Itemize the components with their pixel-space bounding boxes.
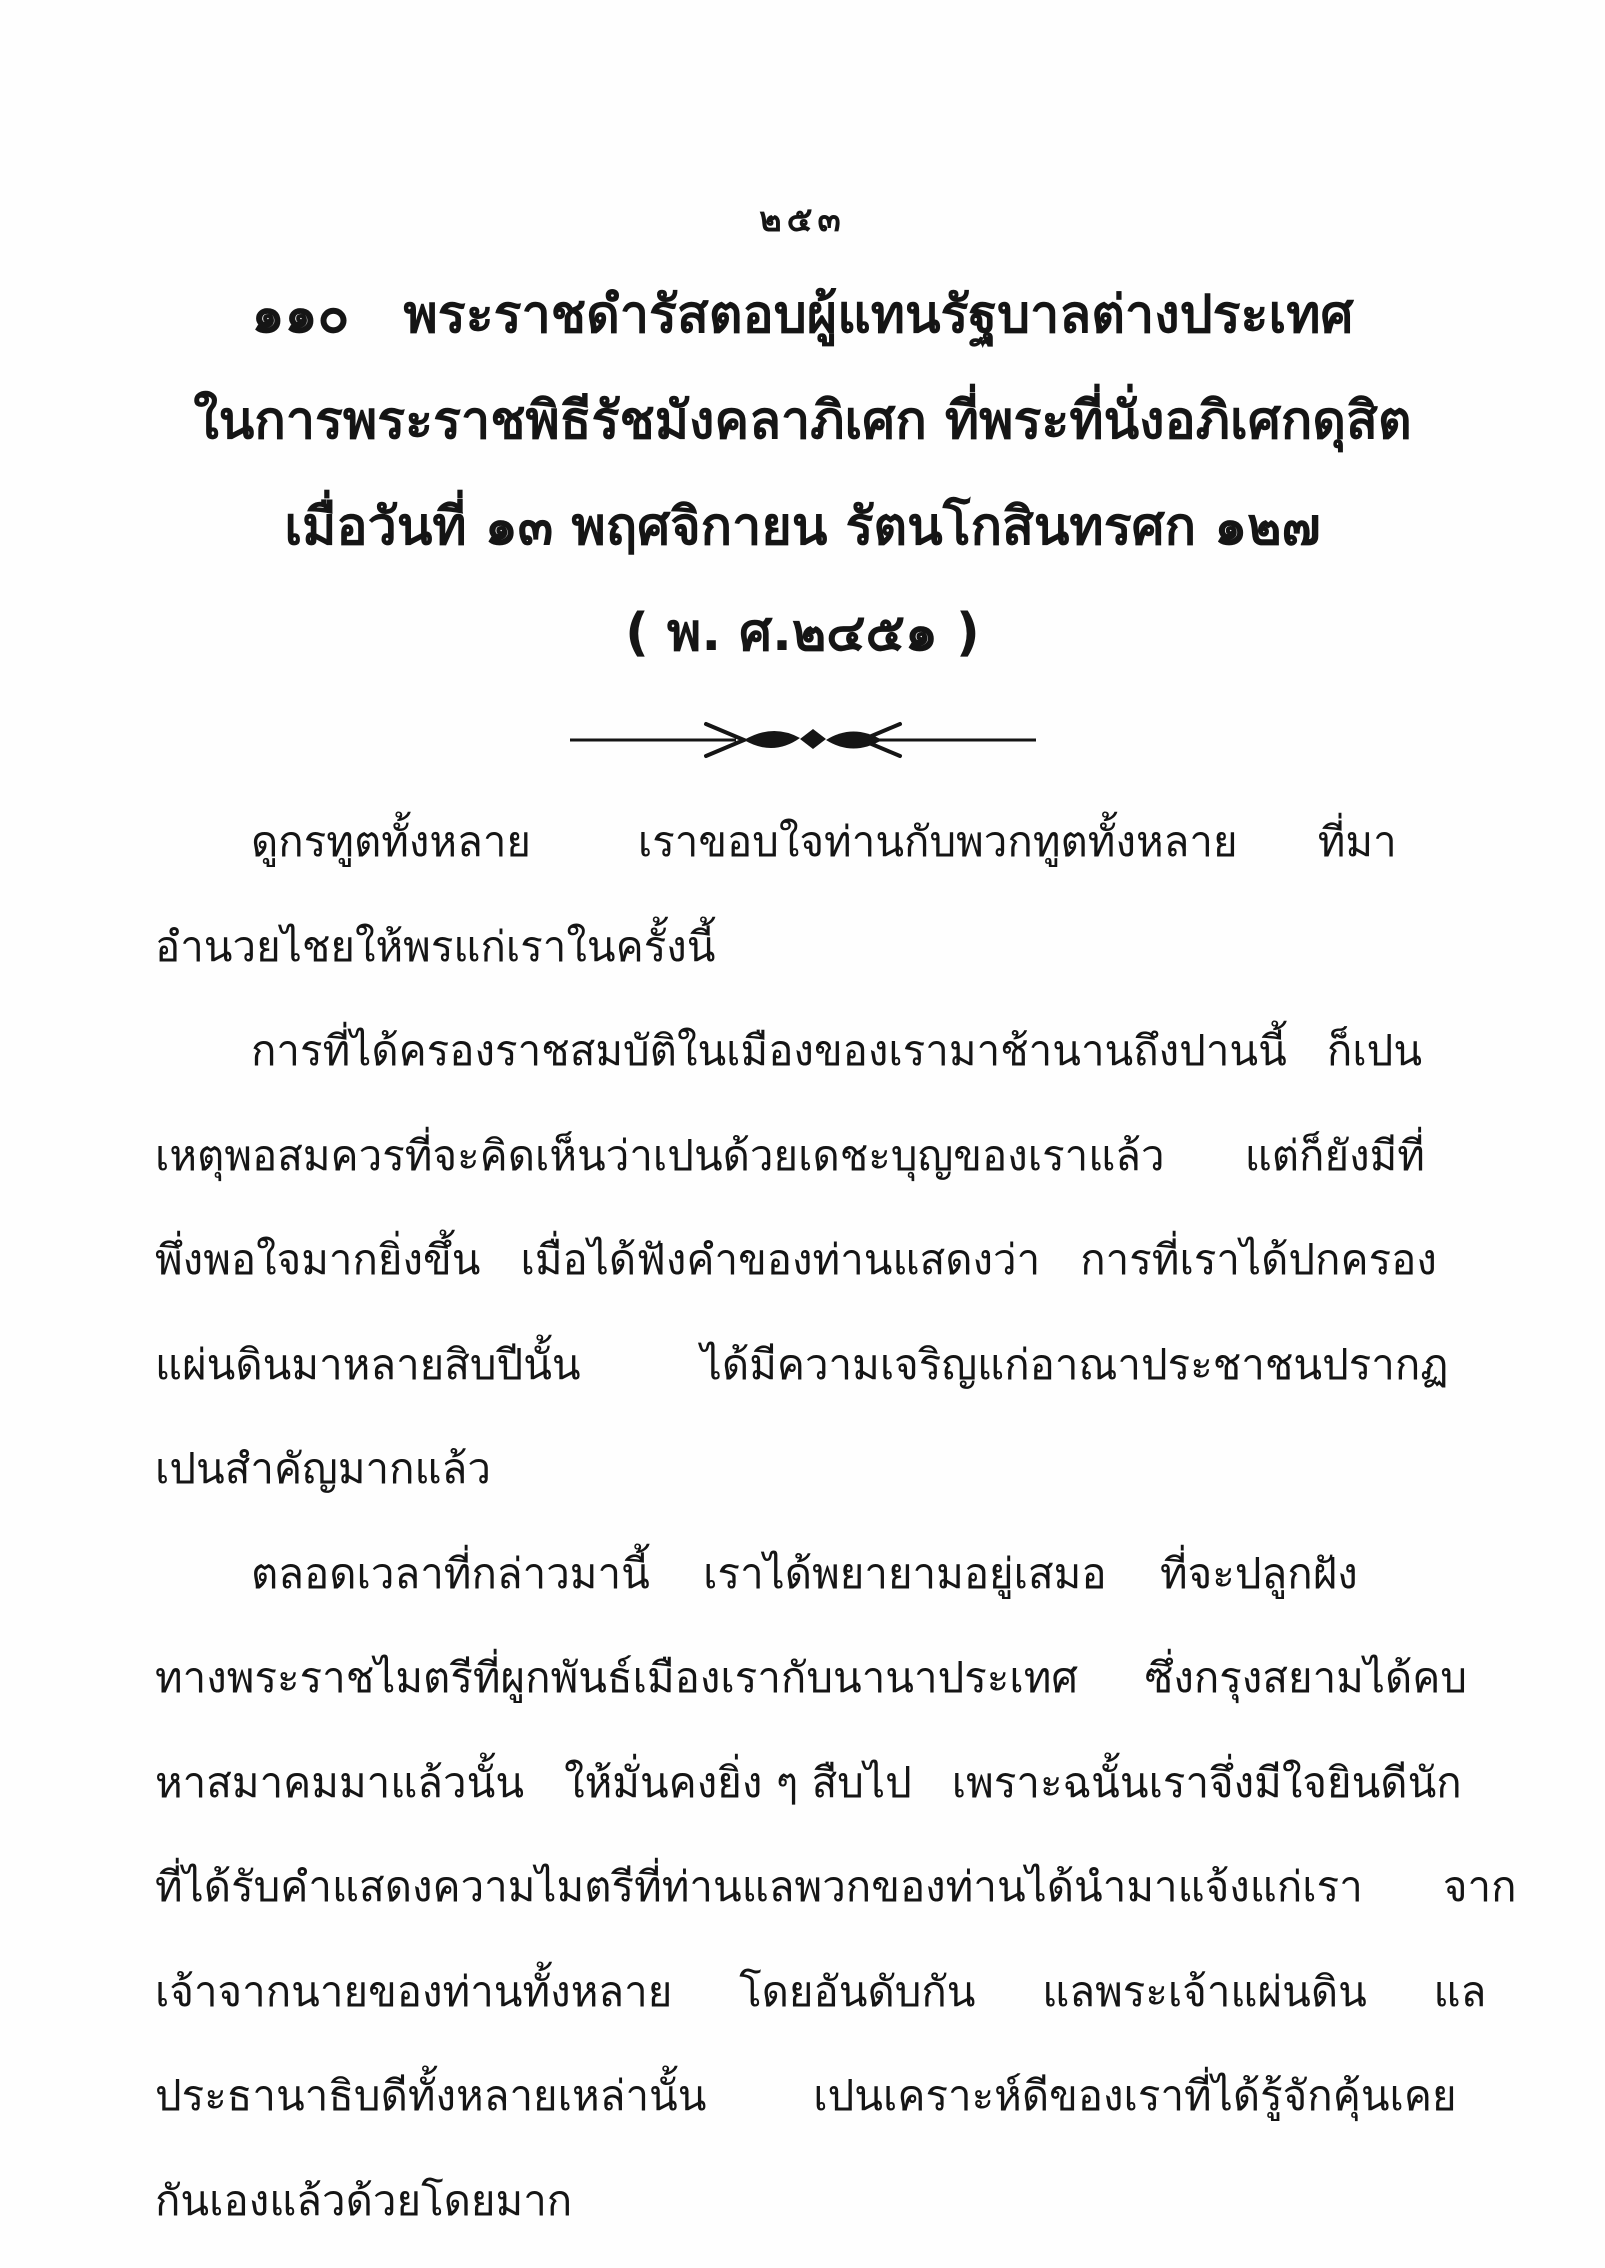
document-body: [155, 790, 1517, 2253]
title-line-2: ในการพระราชพิธีรัชมังคลาภิเศก ที่พระที่นั่งอภิเศกดุสิต: [193, 391, 1412, 451]
text-line: ตลอดเวลาที่กล่าวมานี้ เราได้พยายามอยู่เสมอ ที่จะปลูกฝัง: [251, 1548, 1358, 1598]
text-line: พึ่งพอใจมากยิ่งขึ้น เมื่อได้ฟังคำของท่านแสดงว่า การที่เราได้ปกครอง: [155, 1235, 1437, 1284]
text-line: กันเองแล้วด้วยโดยมาก: [155, 2175, 573, 2225]
divider-ornament-icon: [568, 718, 1038, 762]
text-line: ดูกรทูตทั้งหลาย เราขอบใจท่านกับพวกทูตทั้งหลาย ที่มา: [251, 817, 1397, 866]
text-line: ประธานาธิบดีทั้งหลายเหล่านั้น เปนเคราะห์ดีของเราที่ได้รู้จักคุ้นเคย: [155, 2071, 1457, 2120]
text-line: การที่ได้ครองราชสมบัติในเมืองของเรามาช้านานถึงปานนี้ ก็เปน: [251, 1026, 1423, 1075]
text-line: อำนวยไชยให้พรแก่เราในครั้งนี้: [155, 921, 716, 971]
text-line: เปนสำคัญมากแล้ว: [155, 1444, 491, 1493]
text-line: เหตุพอสมควรที่จะคิดเห็นว่าเปนด้วยเดชะบุญของเราแล้ว แต่ก็ยังมีที่: [155, 1130, 1425, 1180]
text-line: เจ้าจากนายของท่านทั้งหลาย โดยอันดับกัน แลพระเจ้าแผ่นดิน แล: [155, 1966, 1487, 2016]
page-number: ๒๕๓: [759, 200, 846, 240]
text-line: ที่ได้รับคำแสดงความไมตรีที่ท่านแลพวกของท่านได้นำมาแจ้งแก่เรา จาก: [155, 1862, 1517, 1911]
text-line: หาสมาคมมาแล้วนั้น ให้มั่นคงยิ่ง ๆ สืบไป เพราะฉนั้นเราจึ่งมีใจยินดีนัก: [155, 1757, 1462, 1807]
text-line: แผ่นดินมาหลายสิบปีนั้น ได้มีความเจริญแก่อาณาประชาชนปรากฏ: [155, 1339, 1449, 1389]
text-line: ทางพระราชไมตรีที่ผูกพันธ์เมืองเรากับนานาประเทศ ซึ่งกรุงสยามได้คบ: [155, 1653, 1467, 1702]
divider-ornament: [0, 718, 1605, 766]
document-title: [60, 262, 1545, 686]
title-line-1: ๑๑๐ พระราชดำรัสตอบผู้แทนรัฐบาลต่างประเทศ: [251, 285, 1354, 345]
title-line-buddhist-era: ( พ. ศ.๒๔๕๑ ): [625, 603, 980, 663]
title-line-3: เมื่อวันที่ ๑๓ พฤศจิกายน รัตนโกสินทรศก ๑๒๗: [284, 497, 1321, 557]
